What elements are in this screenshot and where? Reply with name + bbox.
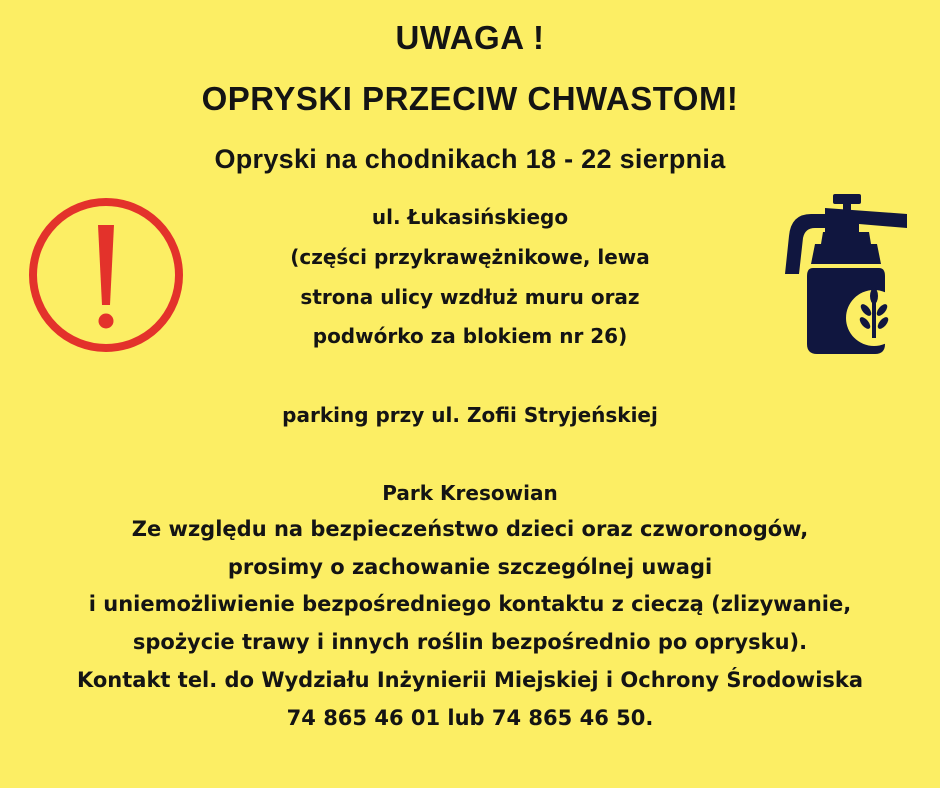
- location-line-4: podwórko za blokiem nr 26): [312, 324, 628, 348]
- notice-line-1: Ze względu na bezpieczeństwo dzieci oraz czworonogów,: [131, 517, 809, 541]
- title-line-1: UWAGA !: [395, 19, 545, 56]
- notice-line-4: spożycie trawy i innych roślin bezpośrednio po oprysku).: [132, 630, 808, 654]
- notice-line-6: 74 865 46 01 lub 74 865 46 50.: [286, 706, 654, 730]
- park-line: Park Kresowian: [382, 481, 558, 505]
- exclamation-dot: [99, 314, 114, 329]
- subtitle: Opryski na chodnikach 18 - 22 sierpnia: [214, 144, 726, 174]
- exclamation-circle-icon: [26, 195, 186, 355]
- exclamation-bar: [98, 225, 114, 305]
- notice-line-5: Kontakt tel. do Wydziału Inżynierii Miejskiej i Ochrony Środowiska: [76, 668, 864, 692]
- spray-bottle-icon: [775, 192, 915, 362]
- title-line-2: OPRYSKI PRZECIW CHWASTOM!: [201, 80, 739, 117]
- parking-line: parking przy ul. Zofii Stryjeńskiej: [282, 403, 658, 427]
- notice-line-3: i uniemożliwienie bezpośredniego kontaktu z cieczą (zlizywanie,: [88, 592, 852, 616]
- notice-line-2: prosimy o zachowanie szczególnej uwagi: [227, 555, 713, 579]
- location-line-3: strona ulicy wzdłuż muru oraz: [300, 285, 640, 309]
- location-line-1: ul. Łukasińskiego: [371, 205, 569, 229]
- location-line-2: (części przykrawężnikowe, lewa: [290, 245, 650, 269]
